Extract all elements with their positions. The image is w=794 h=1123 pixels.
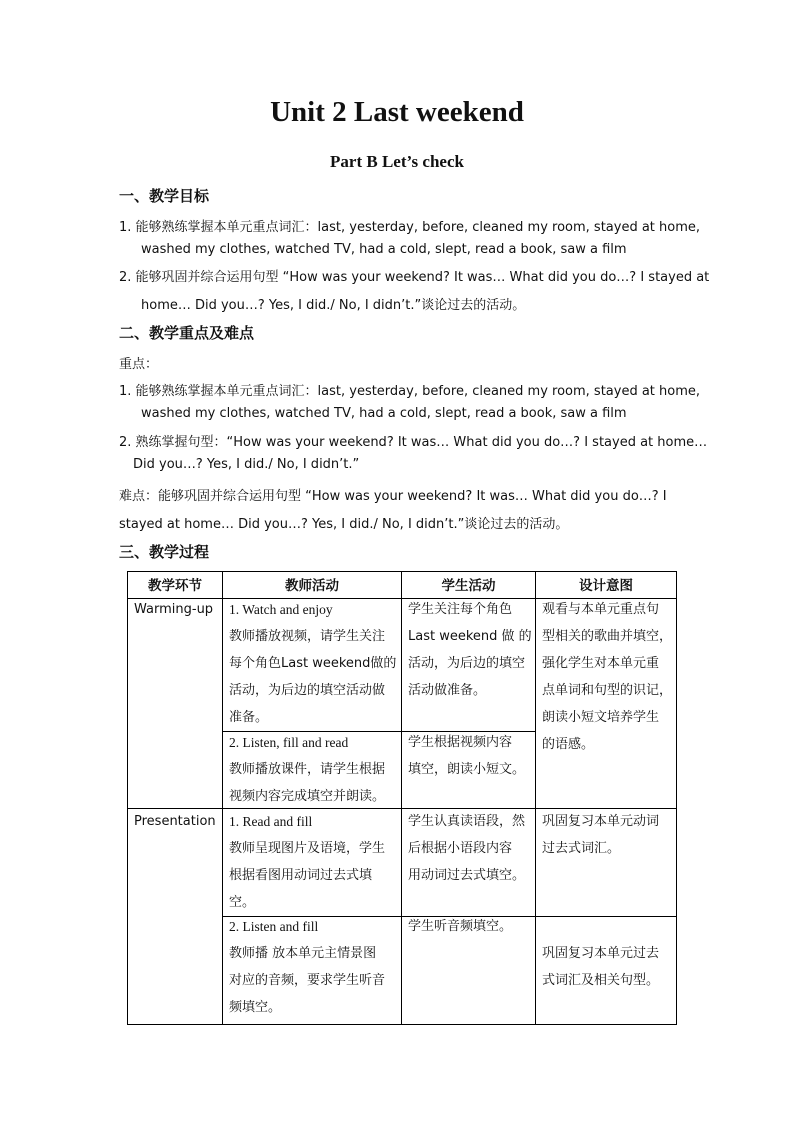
key-point-1-line-2: washed my clothes, watched TV, had a cold, slept, read a book, saw a film xyxy=(141,406,627,421)
table-border xyxy=(676,571,677,1025)
table-border xyxy=(127,571,128,1025)
design-text-line: 巩固复习本单元过去 xyxy=(542,946,660,961)
activity-text-line: 活动，为后边的填空活动做 xyxy=(229,683,386,698)
objective-2-line-1: 2. 能够巩固并综合运用句型 “How was your weekend? It was… What did you do…? I stayed at xyxy=(119,270,710,285)
teacher-activity-3 xyxy=(229,808,385,916)
document-title: Unit 2 Last weekend xyxy=(270,96,524,128)
key-points-label: 重点： xyxy=(119,357,159,372)
student-activity-1 xyxy=(408,596,532,704)
design-text-line: 强化学生对本单元重 xyxy=(542,656,660,671)
activity-text-line: 视频内容完成填空并朗读。 xyxy=(229,789,386,804)
activity-text-line: 学生听音频填空。 xyxy=(408,919,513,934)
activity-text-line: 空。 xyxy=(229,895,256,910)
activity-text-line: 教师呈现图片及语境，学生 xyxy=(229,841,386,856)
design-text-line: 巩固复习本单元动词 xyxy=(542,814,660,829)
design-text-line: 朗读小短文培养学生 xyxy=(542,710,660,725)
stage-warming-up: Warming-up xyxy=(134,602,214,617)
objective-1-line-2: washed my clothes, watched TV, had a cold, slept, read a book, saw a film xyxy=(141,242,627,257)
activity-text-line: 频填空。 xyxy=(229,1000,282,1015)
activity-text-line: 教师播放视频，请学生关注 xyxy=(229,629,386,644)
activity-text-line: 对应的音频，要求学生听音 xyxy=(229,973,386,988)
design-text-line: 式词汇及相关句型。 xyxy=(542,973,660,988)
table-divider xyxy=(535,571,536,1025)
objective-1-line-1: 1. 能够熟练掌握本单元重点词汇：last, yesterday, before, cleaned my room, stayed at home, xyxy=(119,220,701,235)
activity-text-line: 学生关注每个角色 xyxy=(408,602,513,617)
key-point-2-line-2: Did you…? Yes, I did./ No, I didn’t.” xyxy=(133,457,360,472)
design-intent-1 xyxy=(542,596,672,758)
design-intent-4 xyxy=(542,940,659,994)
activity-text-line: 填空，朗读小短文。 xyxy=(408,762,526,777)
table-header-teacher: 教师活动 xyxy=(285,578,339,594)
table-border xyxy=(127,571,677,572)
teacher-activity-1 xyxy=(229,596,396,731)
teacher-activity-4 xyxy=(229,913,385,1021)
student-activity-4 xyxy=(408,913,512,940)
activity-text-line: 用动词过去式填空。 xyxy=(408,868,526,883)
section-heading-key-points: 二、教学重点及难点 xyxy=(119,324,255,342)
activity-text-line: 根据看图用动词过去式填 xyxy=(229,868,373,883)
objective-2-line-2: home… Did you…? Yes, I did./ No, I didn’t.”谈论过去的活动。 xyxy=(141,298,526,313)
design-text-line: 的语感。 xyxy=(542,737,595,752)
design-text-line: 型相关的歌曲并填空， xyxy=(542,629,673,644)
design-intent-3 xyxy=(542,808,659,862)
activity-title: 2. Listen, fill and read xyxy=(229,735,349,750)
design-text-line: 观看与本单元重点句 xyxy=(542,602,660,617)
activity-text-line: 教师播 放本单元主情景图 xyxy=(229,946,377,961)
table-header-design: 设计意图 xyxy=(579,578,633,594)
activity-title: 1. Watch and enjoy xyxy=(229,602,333,617)
difficulty-line-1: 难点：能够巩固并综合运用句型 “How was your weekend? It was… What did you do…? I xyxy=(119,489,667,504)
table-header-student: 学生活动 xyxy=(441,578,496,594)
activity-text-line: Last weekend 做 的 xyxy=(408,629,532,644)
activity-text-line: 活动，为后边的填空 xyxy=(408,656,526,671)
key-point-2-line-1: 2. 熟练掌握句型：“How was your weekend? It was… What did you do…? I stayed at home… xyxy=(119,435,708,450)
design-text-line: 点单词和句型的识记， xyxy=(542,683,673,698)
table-divider xyxy=(222,571,223,1025)
table-header-stage: 教学环节 xyxy=(148,578,202,594)
activity-text-line: 准备。 xyxy=(229,710,269,725)
teacher-activity-2 xyxy=(229,729,385,810)
activity-text-line: 每个角色Last weekend做的 xyxy=(229,656,397,671)
activity-text-line: 学生认真读语段，然 xyxy=(408,814,526,829)
section-heading-objectives: 一、教学目标 xyxy=(119,187,210,205)
difficulty-line-2: stayed at home… Did you…? Yes, I did./ No, I didn’t.”谈论过去的活动。 xyxy=(119,517,569,532)
activity-text-line: 活动做准备。 xyxy=(408,683,487,698)
activity-text-line: 后根据小语段内容 xyxy=(408,841,513,856)
key-point-1-line-1: 1. 能够熟练掌握本单元重点词汇：last, yesterday, before, cleaned my room, stayed at home, xyxy=(119,384,701,399)
table-border xyxy=(127,1024,677,1025)
activity-title: 1. Read and fill xyxy=(229,814,313,829)
design-text-line: 过去式词汇。 xyxy=(542,841,621,856)
student-activity-2 xyxy=(408,729,525,783)
table-divider xyxy=(401,571,402,1025)
document-subtitle: Part B Let’s check xyxy=(330,152,464,171)
section-heading-process: 三、教学过程 xyxy=(119,543,210,561)
activity-title: 2. Listen and fill xyxy=(229,919,319,934)
student-activity-3 xyxy=(408,808,525,889)
activity-text-line: 学生根据视频内容 xyxy=(408,735,513,750)
activity-text-line: 教师播放课件，请学生根据 xyxy=(229,762,386,777)
stage-presentation: Presentation xyxy=(134,814,216,829)
